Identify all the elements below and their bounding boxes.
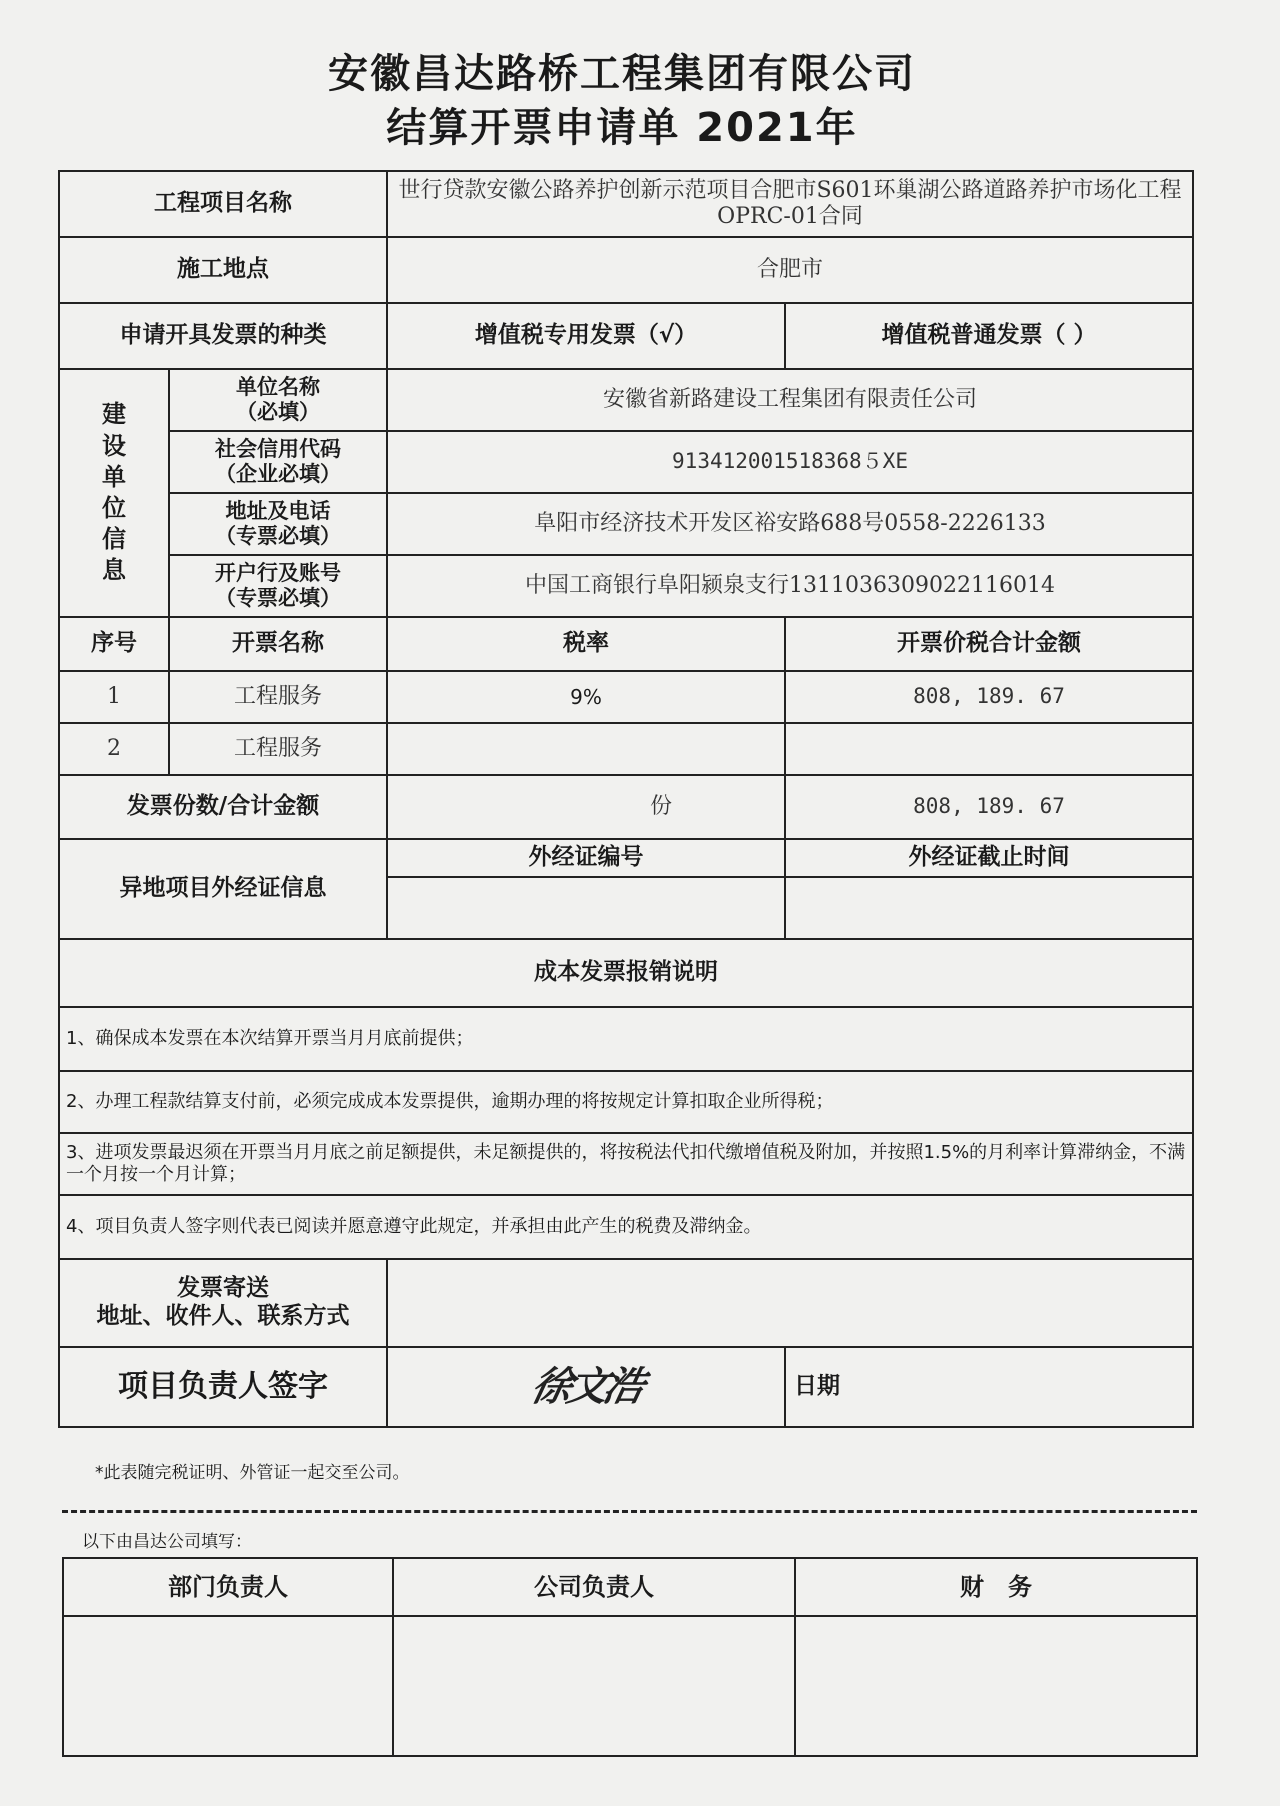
footnote: *此表随完税证明、外管证一起交至公司。 [95, 1463, 410, 1483]
col-header-amount: 开票价税合计金额 [785, 617, 1193, 671]
totals-amount: 808, 189. 67 [785, 775, 1193, 839]
internal-fill-label: 以下由昌达公司填写： [82, 1532, 252, 1552]
col-header-rate: 税率 [387, 617, 785, 671]
totals-count-unit: 份 [387, 775, 785, 839]
external-cert-no-value [387, 877, 785, 939]
row-no: 2 [59, 723, 169, 775]
finance-label: 财 务 [795, 1558, 1197, 1616]
external-cert-expiry-header: 外经证截止时间 [785, 839, 1193, 877]
invoice-special-option: 增值税专用发票（√） [387, 303, 785, 369]
row-name: 工程服务 [169, 723, 387, 775]
invoice-general-option: 增值税普通发票（ ） [785, 303, 1193, 369]
cut-line [62, 1510, 1197, 1513]
address-phone-label: 地址及电话 （专票必填） [169, 493, 387, 555]
settlement-form-table [58, 170, 1194, 1428]
delivery-value [387, 1259, 1193, 1347]
row-no: 1 [59, 671, 169, 723]
credit-code-value: 913412001518368５XE [387, 431, 1193, 493]
builder-name-value: 安徽省新路建设工程集团有限责任公司 [387, 369, 1193, 431]
invoice-type-label: 申请开具发票的种类 [59, 303, 387, 369]
external-cert-label: 异地项目外经证信息 [59, 839, 387, 939]
row-amount [785, 723, 1193, 775]
site-label: 施工地点 [59, 237, 387, 303]
address-phone-value: 阜阳市经济技术开发区裕安路688号0558-2226133 [387, 493, 1193, 555]
delivery-label: 发票寄送 地址、收件人、联系方式 [59, 1259, 387, 1347]
dept-head-label: 部门负责人 [63, 1558, 393, 1616]
totals-label: 发票份数/合计金额 [59, 775, 387, 839]
company-head-sign-field [393, 1616, 795, 1756]
dept-head-sign-field [63, 1616, 393, 1756]
handwritten-signature: 徐文浩 [527, 1363, 646, 1410]
external-cert-expiry-value [785, 877, 1193, 939]
finance-sign-field [795, 1616, 1197, 1756]
bank-account-label: 开户行及账号 （专票必填） [169, 555, 387, 617]
cost-note-4: 4、项目负责人签字则代表已阅读并愿意遵守此规定，并承担由此产生的税费及滞纳金。 [59, 1195, 1193, 1259]
project-leader-sign-label: 项目负责人签字 [59, 1347, 387, 1427]
row-rate: 9% [387, 671, 785, 723]
company-title: 安徽昌达路桥工程集团有限公司 [328, 51, 916, 97]
date-label: 日期 [785, 1347, 1193, 1427]
table-row [59, 723, 1193, 775]
builder-info-group-label: 建 设 单 位 信 息 [59, 369, 169, 617]
internal-approval-table [62, 1557, 1198, 1757]
builder-name-label: 单位名称 （必填） [169, 369, 387, 431]
project-name-value: 世行贷款安徽公路养护创新示范项目合肥市S601环巢湖公路道路养护市场化工程OPRC-01合同 [387, 171, 1193, 237]
cost-note-2: 2、办理工程款结算支付前，必须完成成本发票提供，逾期办理的将按规定计算扣取企业所得税； [59, 1071, 1193, 1133]
bank-account-value: 中国工商银行阜阳颍泉支行1311036309022116014 [387, 555, 1193, 617]
cost-notes-title: 成本发票报销说明 [59, 939, 1193, 1007]
col-header-name: 开票名称 [169, 617, 387, 671]
form-title: 结算开票申请单 2021年 [386, 105, 858, 151]
row-amount: 808, 189. 67 [785, 671, 1193, 723]
col-header-no: 序号 [59, 617, 169, 671]
company-head-label: 公司负责人 [393, 1558, 795, 1616]
external-cert-no-header: 外经证编号 [387, 839, 785, 877]
project-name-label: 工程项目名称 [59, 171, 387, 237]
site-value: 合肥市 [387, 237, 1193, 303]
cost-note-3: 3、进项发票最迟须在开票当月月底之前足额提供，未足额提供的，将按税法代扣代缴增值税及附加，并按照1.5%的月利率计算滞纳金，不满一个月按一个月计算； [59, 1133, 1193, 1195]
project-leader-signature [387, 1347, 785, 1427]
credit-code-label: 社会信用代码 （企业必填） [169, 431, 387, 493]
row-rate [387, 723, 785, 775]
cost-note-1: 1、确保成本发票在本次结算开票当月月底前提供； [59, 1007, 1193, 1071]
row-name: 工程服务 [169, 671, 387, 723]
table-row [59, 671, 1193, 723]
